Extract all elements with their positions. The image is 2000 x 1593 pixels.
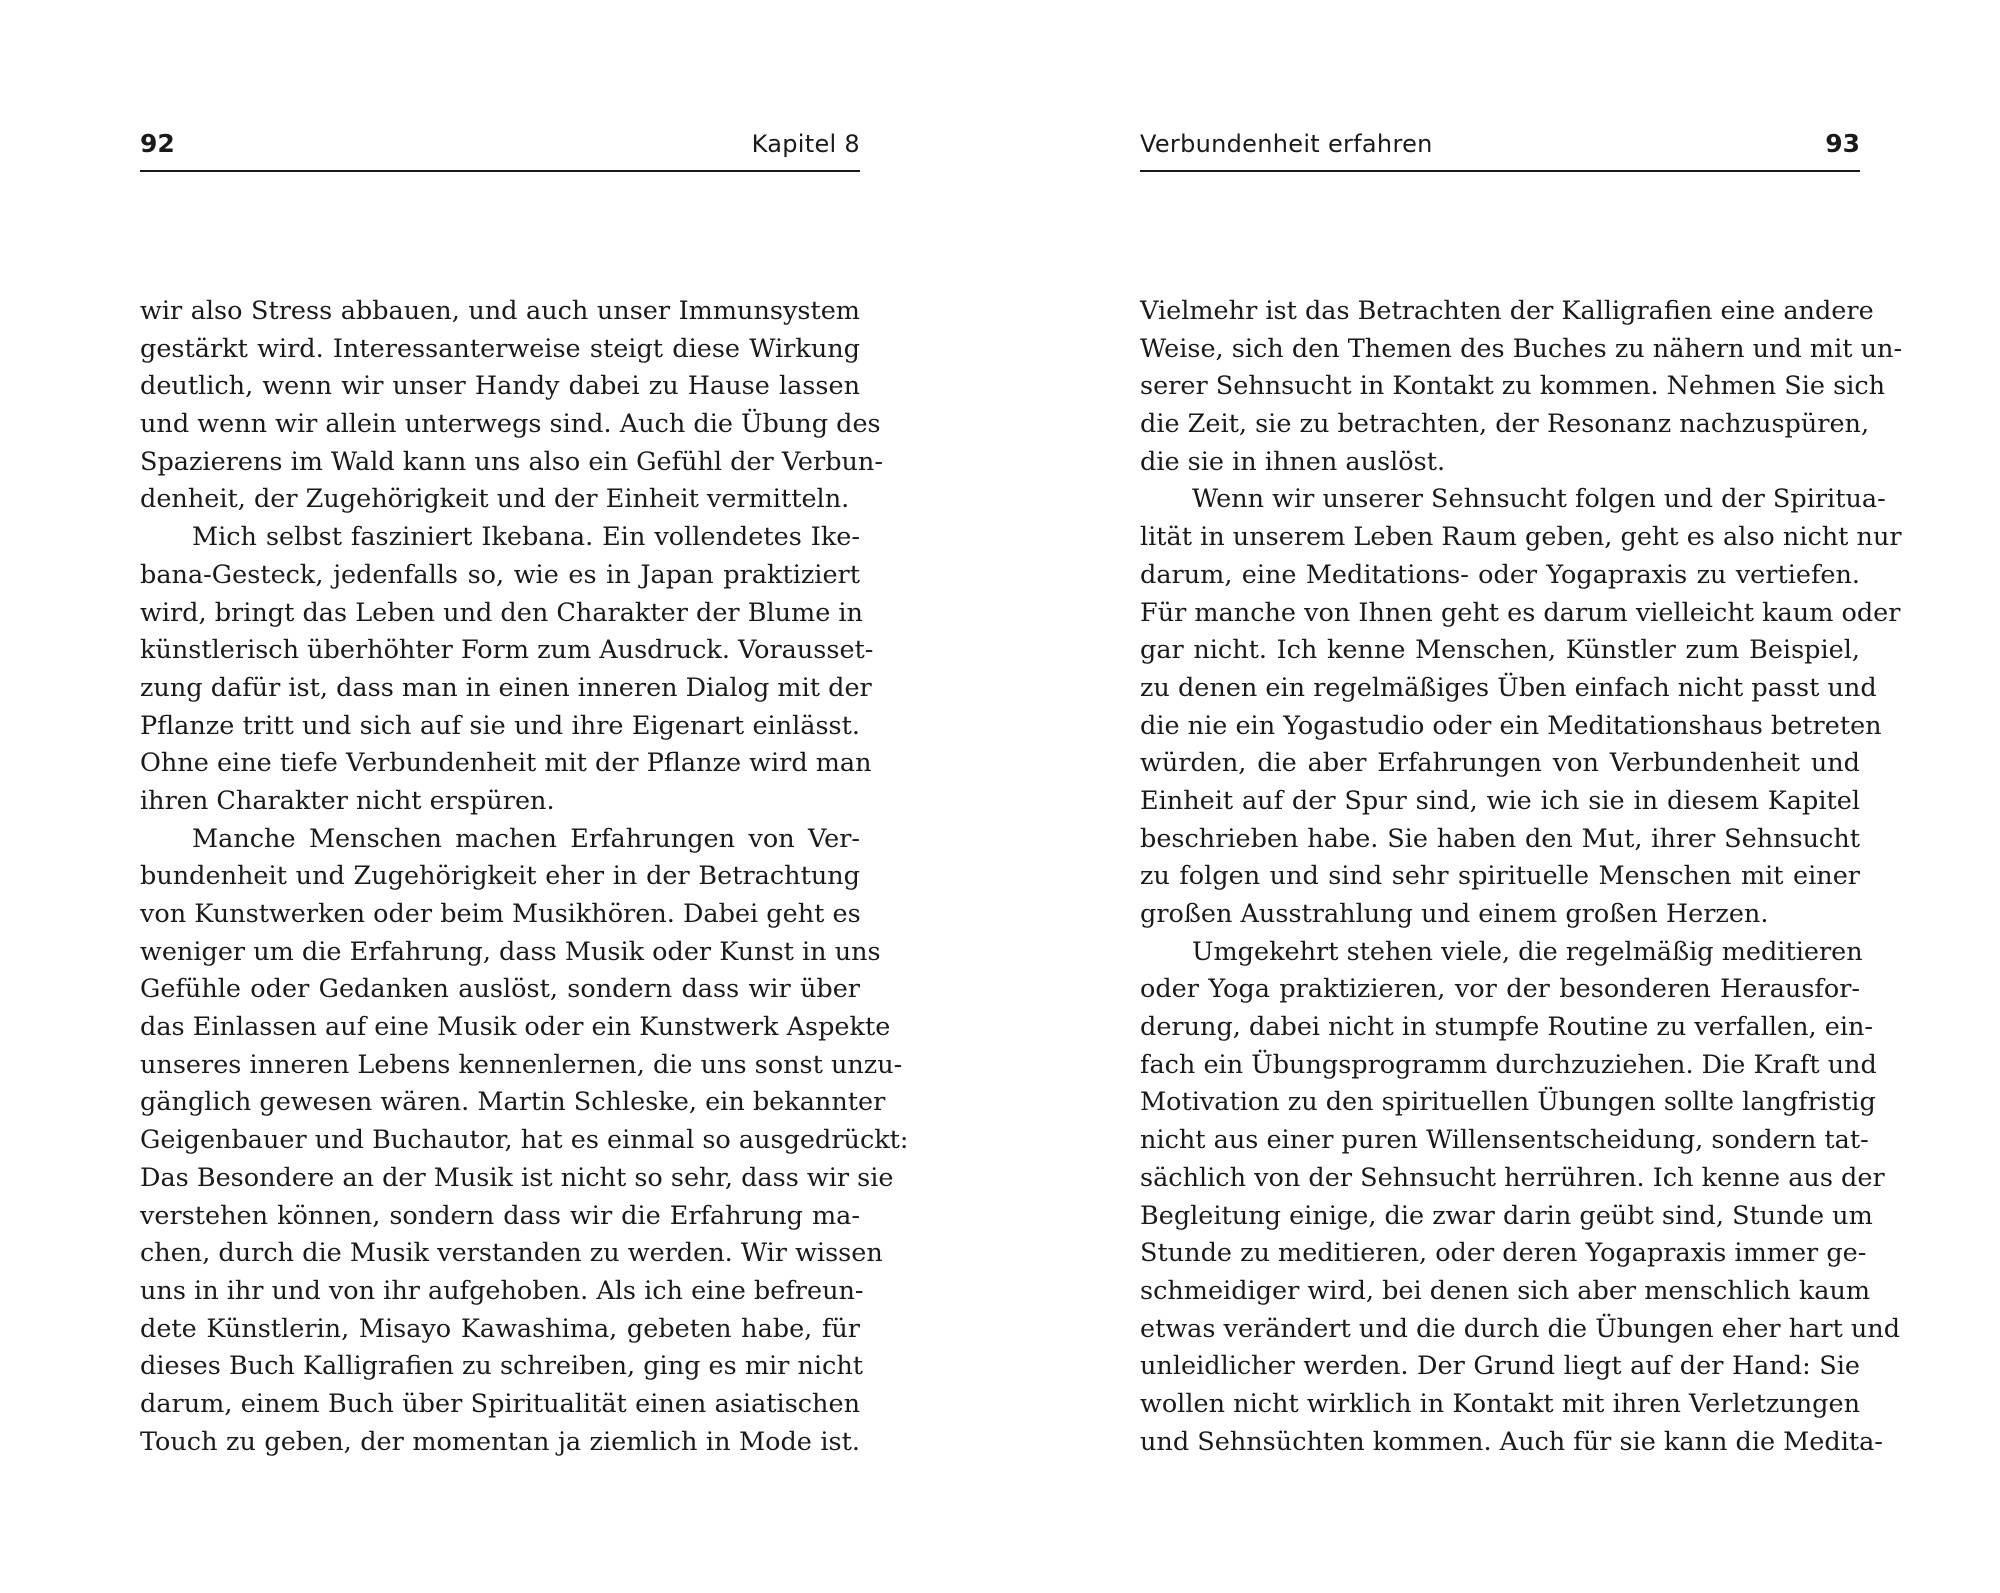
text-line: unleidlicher werden. Der Grund liegt auf der Hand: Sie	[1140, 1351, 1860, 1382]
text-line: wir also Stress abbauen, und auch unser Immunsystem	[140, 296, 860, 326]
text-line: Umgekehrt stehen viele, die regelmäßig meditieren	[1192, 936, 1863, 967]
text-line: Ohne eine tiefe Verbundenheit mit der Pflanze wird man	[140, 748, 872, 779]
text-line: die Zeit, sie zu betrachten, der Resonanz nachzuspüren,	[1140, 409, 1870, 440]
text-line: dete Künstlerin, Misayo Kawashima, gebeten habe, für	[140, 1313, 860, 1344]
text-line: darum, einem Buch über Spiritualität einen asiatischen	[140, 1388, 860, 1419]
left-running-head	[140, 126, 860, 172]
text-line: fach ein Übungsprogramm durchzuziehen. Die Kraft und	[1140, 1049, 1877, 1080]
text-line: Für manche von Ihnen geht es darum vielleicht kaum oder	[1140, 597, 1901, 628]
text-line: Spazierens im Wald kann uns also ein Gefühl der Verbun-	[140, 446, 883, 477]
text-line: gestärkt wird. Interessanterweise steigt diese Wirkung	[140, 333, 860, 364]
text-line: oder Yoga praktizieren, vor der besonderen Herausfor-	[1140, 974, 1860, 1005]
text-line: Das Besondere an der Musik ist nicht so sehr, dass wir sie	[140, 1162, 894, 1193]
left-body-text	[140, 293, 909, 1461]
text-line: Manche Menschen machen Erfahrungen von Ver-	[192, 823, 860, 854]
left-page-number: 92	[140, 129, 175, 158]
text-line: uns in ihr und von ihr aufgehoben. Als ich eine befreun-	[140, 1275, 864, 1306]
right-chapter-title: Verbundenheit erfahren	[1140, 130, 1433, 158]
text-line: darum, eine Meditations- oder Yogapraxis zu vertiefen.	[1140, 559, 1860, 590]
text-line: deutlich, wenn wir unser Handy dabei zu Hause lassen	[140, 371, 860, 402]
right-running-head	[1140, 126, 1860, 172]
text-line: verstehen können, sondern dass wir die Erfahrung ma-	[140, 1200, 860, 1231]
text-line: würden, die aber Erfahrungen von Verbundenheit und	[1140, 748, 1860, 779]
text-line: schmeidiger wird, bei denen sich aber menschlich kaum	[1140, 1275, 1871, 1306]
text-line: Vielmehr ist das Betrachten der Kalligrafien eine andere	[1140, 296, 1874, 326]
text-line: die nie ein Yogastudio oder ein Meditationshaus betreten	[1140, 710, 1882, 741]
text-line: zu denen ein regelmäßiges Üben einfach nicht passt und	[1140, 672, 1877, 703]
text-line: lität in unserem Leben Raum geben, geht es also nicht nur	[1140, 522, 1902, 553]
text-line: Begleitung einige, die zwar darin geübt sind, Stunde um	[1140, 1200, 1873, 1231]
text-line: serer Sehnsucht in Kontakt zu kommen. Nehmen Sie sich	[1140, 371, 1886, 402]
text-line: bundenheit und Zugehörigkeit eher in der Betrachtung	[140, 861, 860, 892]
text-line: derung, dabei nicht in stumpfe Routine zu verfallen, ein-	[1140, 1012, 1874, 1043]
text-line: wollen nicht wirklich in Kontakt mit ihren Verletzungen	[1140, 1388, 1860, 1419]
text-line: beschrieben habe. Sie haben den Mut, ihrer Sehnsucht	[1140, 823, 1860, 854]
text-line: zu folgen und sind sehr spirituelle Menschen mit einer	[1140, 861, 1860, 892]
text-line: Motivation zu den spirituellen Übungen sollte langfristig	[1140, 1087, 1876, 1118]
text-line: das Einlassen auf eine Musik oder ein Kunstwerk Aspekte	[140, 1012, 891, 1043]
text-line: denheit, der Zugehörigkeit und der Einheit vermitteln.	[140, 484, 850, 515]
text-line: von Kunstwerken oder beim Musikhören. Dabei geht es	[140, 899, 861, 929]
text-line: großen Ausstrahlung und einem großen Herzen.	[1140, 899, 1769, 929]
text-line: Wenn wir unserer Sehnsucht folgen und der Spiritua-	[1192, 484, 1886, 515]
text-line: künstlerisch überhöhter Form zum Ausdruck. Vorausset-	[140, 635, 874, 666]
text-line: Weise, sich den Themen des Buches zu nähern und mit un-	[1140, 333, 1903, 364]
text-line: Geigenbauer und Buchautor, hat es einmal so ausgedrückt:	[140, 1125, 909, 1156]
text-line: Touch zu geben, der momentan ja ziemlich in Mode ist.	[140, 1426, 860, 1457]
left-chapter-title: Kapitel 8	[751, 130, 860, 158]
right-page-number: 93	[1825, 129, 1860, 158]
text-line: Gefühle oder Gedanken auslöst, sondern dass wir über	[140, 974, 860, 1005]
text-line: Stunde zu meditieren, oder deren Yogapraxis immer ge-	[1140, 1238, 1867, 1269]
text-line: unseres inneren Lebens kennenlernen, die uns sonst unzu-	[140, 1049, 903, 1080]
text-line: ihren Charakter nicht erspüren.	[140, 785, 555, 816]
text-line: bana-Gesteck, jedenfalls so, wie es in Japan praktiziert	[140, 559, 860, 590]
text-line: die sie in ihnen auslöst.	[1140, 446, 1446, 477]
right-body-text	[1140, 293, 1903, 1461]
text-line: chen, durch die Musik verstanden zu werden. Wir wissen	[140, 1238, 883, 1269]
text-line: gar nicht. Ich kenne Menschen, Künstler zum Beispiel,	[1140, 635, 1860, 666]
text-line: und Sehnsüchten kommen. Auch für sie kann die Medita-	[1140, 1426, 1883, 1457]
text-line: gänglich gewesen wären. Martin Schleske, ein bekannter	[140, 1087, 886, 1118]
text-line: etwas verändert und die durch die Übungen eher hart und	[1140, 1313, 1901, 1344]
text-line: Einheit auf der Spur sind, wie ich sie in diesem Kapitel	[1140, 785, 1860, 816]
text-line: sächlich von der Sehnsucht herrühren. Ich kenne aus der	[1140, 1162, 1885, 1193]
text-line: wird, bringt das Leben und den Charakter der Blume in	[140, 597, 863, 628]
text-line: dieses Buch Kalligrafien zu schreiben, ging es mir nicht	[140, 1351, 863, 1382]
text-line: Pflanze tritt und sich auf sie und ihre Eigenart einlässt.	[140, 710, 860, 741]
text-line: nicht aus einer puren Willensentscheidung, sondern tat-	[1140, 1125, 1869, 1156]
text-line: zung dafür ist, dass man in einen inneren Dialog mit der	[140, 672, 872, 703]
text-line: Mich selbst fasziniert Ikebana. Ein vollendetes Ike-	[192, 522, 860, 553]
text-line: und wenn wir allein unterwegs sind. Auch die Übung des	[140, 409, 881, 440]
text-line: weniger um die Erfahrung, dass Musik oder Kunst in uns	[140, 936, 881, 967]
